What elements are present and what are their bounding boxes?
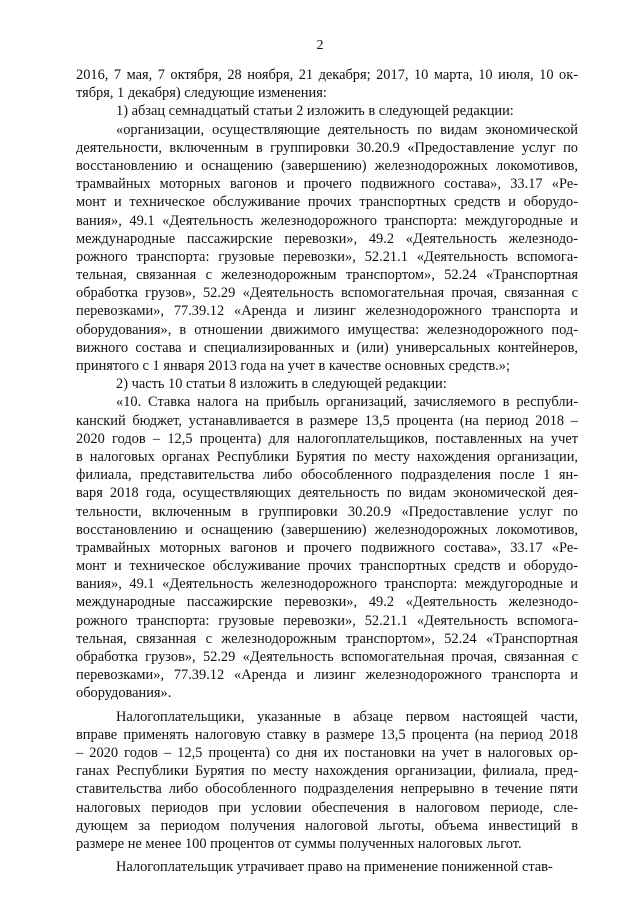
- text-line: обработка грузов», 52.29 «Деятельность вспомогательная прочая, связанная с: [76, 285, 578, 302]
- text-line: вания», 49.1 «Деятельность железнодорожного транспорта: междугородные и: [76, 212, 578, 229]
- text-line: Налогоплательщики, указанные в абзаце первом настоящей части,: [116, 708, 578, 725]
- text-line: тября, 1 декабря) следующие изменения:: [76, 85, 327, 102]
- text-line: тельная, связанная с железнодорожным транспортом», 52.24 «Транспортная: [76, 267, 578, 284]
- text-line: рожного транспорта: грузовые перевозки», 52.21.1 «Деятельность вспомога-: [76, 248, 578, 265]
- text-line: 2020 годов – 12,5 процента) для налогоплательщиков, поставленных на учет: [76, 430, 578, 447]
- paragraph: [76, 393, 578, 702]
- text-line: международные пассажирские перевозки», 49.2 «Деятельность железнодо-: [76, 594, 578, 611]
- text-line: ганах Республики Бурятия по месту нахождения организации, филиала, пред-: [76, 763, 578, 780]
- text-line: 1) абзац семнадцатый статьи 2 изложить в следующей редакции:: [116, 103, 514, 120]
- text-line: вижного состава и специализированных и (или) универсальных контейнеров,: [76, 339, 578, 356]
- text-line: рожного транспорта: грузовые перевозки», 52.21.1 «Деятельность вспомога-: [76, 612, 578, 629]
- paragraph: [76, 708, 578, 854]
- text-line: филиала, представительства либо обособленного подразделения после 1 ян-: [76, 467, 578, 484]
- paragraph: [76, 858, 578, 876]
- text-line: 2016, 7 мая, 7 октября, 28 ноября, 21 декабря; 2017, 10 марта, 10 июля, 10 ок-: [76, 67, 578, 83]
- text-line: вания», 49.1 «Деятельность железнодорожного транспорта: междугородные и: [76, 576, 578, 593]
- text-line: обработка грузов», 52.29 «Деятельность вспомогательная прочая, связанная с: [76, 649, 578, 665]
- text-line: «10. Ставка налога на прибыль организаций, зачисляемого в республи-: [116, 394, 578, 411]
- paragraph: [76, 66, 578, 102]
- text-line: дующем за периодом получения налоговой льготы, объема инвестиций в: [76, 817, 578, 834]
- text-line: Налогоплательщик утрачивает право на применение пониженной став-: [116, 859, 553, 876]
- text-line: монт и техническое обслуживание прочих транспортных средств и оборудо-: [76, 558, 578, 575]
- text-line: оборудования».: [76, 685, 172, 702]
- text-line: монт и техническое обслуживание прочих транспортных средств и оборудо-: [76, 194, 578, 211]
- text-line: принятого с 1 января 2013 года на учет в качестве основных средств.»;: [76, 358, 510, 374]
- text-line: тельности, включенным в группировки 30.20.9 «Предоставление услуг по: [76, 503, 578, 520]
- page-number: 2: [316, 38, 324, 53]
- text-line: деятельности, включенным в группировки 30.20.9 «Предоставление услуг по: [76, 139, 578, 156]
- text-line: тельная, связанная с железнодорожным транспортом», 52.24 «Транспортная: [76, 630, 578, 647]
- text-line: трамвайных моторных вагонов и прочего подвижного состава», 33.17 «Ре-: [76, 176, 578, 193]
- text-line: – 2020 годов – 12,5 процента) со дня их постановки на учет в налоговых ор-: [76, 744, 578, 761]
- text-line: 2) часть 10 статьи 8 изложить в следующей редакции:: [116, 376, 447, 393]
- text-line: перевозками», 77.39.12 «Аренда и лизинг железнодорожного транспорта и: [76, 303, 578, 320]
- paragraph: [76, 121, 578, 376]
- text-line: оборудования», в отношении движимого имущества: железнодорожного под-: [76, 321, 578, 338]
- document-body: [76, 66, 578, 876]
- text-line: размере не менее 100 процентов от суммы полученных налоговых льгот.: [76, 835, 522, 852]
- text-line: восстановлению и оснащению (завершению) железнодорожных локомотивов,: [76, 521, 578, 538]
- text-line: международные пассажирские перевозки», 49.2 «Деятельность железнодо-: [76, 230, 578, 247]
- text-line: варя 2018 года, осуществляющих деятельность по видам экономической дея-: [76, 485, 578, 502]
- text-line: в налоговых органах Республики Бурятия по месту нахождения организации,: [76, 448, 578, 465]
- text-line: перевозками», 77.39.12 «Аренда и лизинг железнодорожного транспорта и: [76, 667, 578, 684]
- paragraph: [76, 102, 578, 120]
- text-line: налоговых периодов при условии обеспечения в налоговом периоде, сле-: [76, 799, 578, 816]
- text-line: трамвайных моторных вагонов и прочего подвижного состава», 33.17 «Ре-: [76, 539, 578, 556]
- text-line: вправе применять налоговую ставку в размере 13,5 процента (на период 2018: [76, 726, 578, 743]
- text-line: ставительства либо обособленного подразделения непрерывно в течение пяти: [76, 781, 578, 798]
- text-line: восстановлению и оснащению (завершению) железнодорожных локомотивов,: [76, 157, 578, 174]
- paragraph: [76, 375, 578, 393]
- text-line: «организации, осуществляющие деятельность по видам экономической: [116, 121, 578, 138]
- text-line: канский бюджет, устанавливается в размере 13,5 процента (на период 2018 –: [76, 412, 578, 429]
